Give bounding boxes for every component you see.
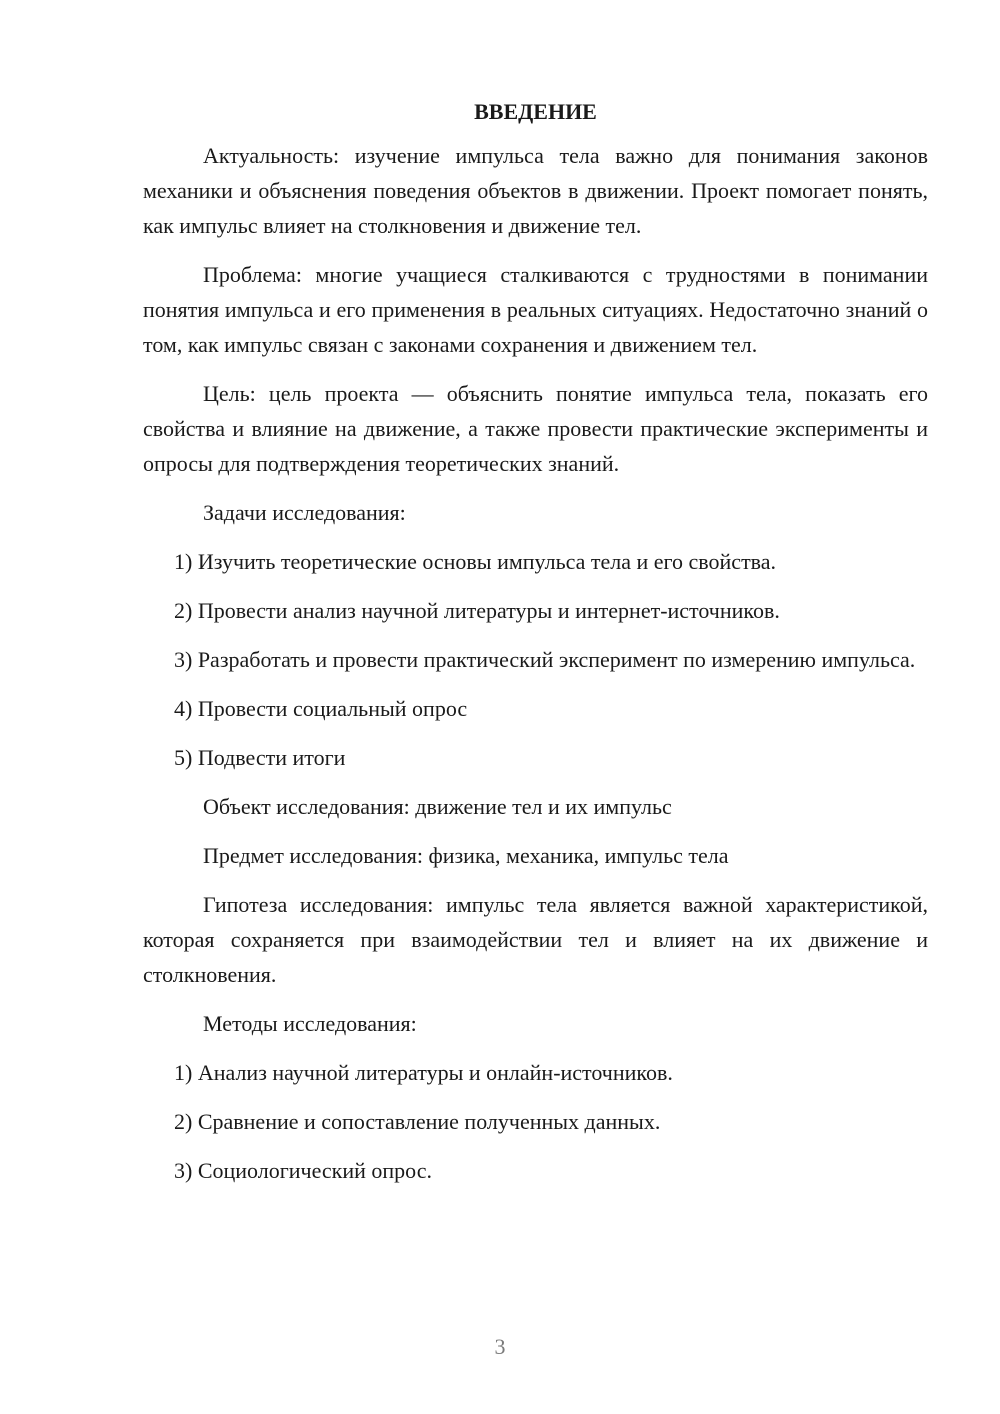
method-item-1: 1) Анализ научной литературы и онлайн-источников.	[174, 1060, 673, 1085]
method-item-2: 2) Сравнение и сопоставление полученных данных.	[174, 1109, 661, 1134]
subject-paragraph: Предмет исследования: физика, механика, импульс тела	[203, 843, 729, 868]
task-item-3: 3) Разработать и провести практический эксперимент по измерению импульса.	[174, 647, 916, 672]
object-paragraph: Объект исследования: движение тел и их импульс	[203, 794, 672, 819]
methods-heading: Методы исследования:	[203, 1011, 417, 1036]
task-item-4: 4) Провести социальный опрос	[174, 696, 468, 721]
task-item-1: 1) Изучить теоретические основы импульса тела и его свойства.	[174, 549, 777, 574]
method-item-3: 3) Социологический опрос.	[174, 1158, 432, 1183]
task-item-2: 2) Провести анализ научной литературы и интернет-источников.	[174, 598, 780, 623]
tasks-heading: Задачи исследования:	[203, 500, 406, 525]
hypothesis-paragraph: Гипотеза исследования: импульс тела является важной характеристикой, которая сохраняется при взаимодействии тел и влияет на их движение и столкновения.	[143, 892, 928, 987]
problem-paragraph: Проблема: многие учащиеся сталкиваются с трудностями в понимании понятия импульса и его применения в реальных ситуациях. Недостаточно знаний о том, как импульс связан с законами сохранения и движением тел.	[143, 262, 928, 357]
page-content	[143, 96, 928, 1202]
section-title: ВВЕДЕНИЕ	[474, 99, 597, 124]
goal-paragraph: Цель: цель проекта — объяснить понятие импульса тела, показать его свойства и влияние на движение, а также провести практические эксперименты и опросы для подтверждения теоретических знаний.	[143, 381, 928, 476]
task-item-5: 5) Подвести итоги	[174, 745, 346, 770]
relevance-paragraph: Актуальность: изучение импульса тела важно для понимания законов механики и объяснения поведения объектов в движении. Проект помогает понять, как импульс влияет на столкновения и движение тел.	[143, 143, 928, 238]
page-number: 3	[494, 1334, 506, 1359]
